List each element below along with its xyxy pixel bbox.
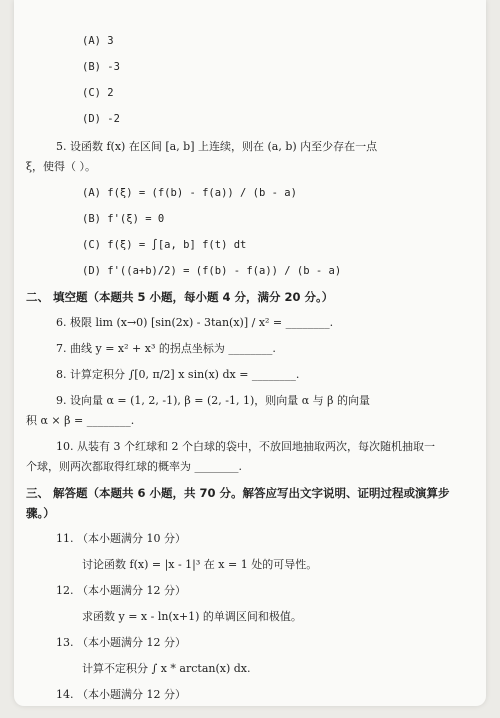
q14-header: 14. （本小题满分 12 分） — [56, 688, 186, 701]
section-3-heading-line2: 骤。） — [26, 506, 55, 520]
section-2-heading: 二、 填空题（本题共 5 小题，每小题 4 分，满分 20 分。） — [26, 290, 334, 304]
q4-option-b: (B) -3 — [82, 61, 120, 73]
q6-text: 6. 极限 lim (x→0) [sin(2x) - 3tan(x)] / x² = ________. — [56, 316, 334, 329]
q4-option-c: (C) 2 — [82, 87, 114, 99]
q4-option-d: (D) -2 — [82, 113, 120, 125]
q9-text-line1: 9. 设向量 α = (1, 2, -1), β = (2, -1, 1)，则向量 α 与 β 的向量 — [56, 394, 371, 407]
q5-option-d: (D) f'((a+b)/2) = (f(b) - f(a)) / (b - a) — [82, 265, 342, 277]
q5-stem-line1: 5. 设函数 f(x) 在区间 [a, b] 上连续，则在 (a, b) 内至少存在一点 — [56, 140, 378, 153]
q8-text: 8. 计算定积分 ∫[0, π/2] x sin(x) dx = ________. — [56, 368, 300, 381]
q5-option-a: (A) f(ξ) = (f(b) - f(a)) / (b - a) — [82, 187, 297, 199]
q11-header: 11. （本小题满分 10 分） — [56, 532, 186, 545]
q13-header: 13. （本小题满分 12 分） — [56, 636, 186, 649]
q10-text-line1: 10. 从装有 3 个红球和 2 个白球的袋中，不放回地抽取两次，每次随机抽取一 — [56, 440, 435, 453]
q5-stem-line2: ξ，使得（ ）。 — [26, 160, 97, 173]
q12-text: 求函数 y = x - ln(x+1) 的单调区间和极值。 — [82, 610, 302, 623]
q11-text: 讨论函数 f(x) = |x - 1|³ 在 x = 1 处的可导性。 — [82, 558, 318, 571]
q9-text-line2: 积 α × β = ________. — [26, 414, 135, 427]
q4-option-a: (A) 3 — [82, 35, 114, 47]
q10-text-line2: 个球，则两次都取得红球的概率为 ________. — [26, 460, 242, 473]
exam-page — [14, 0, 486, 706]
q7-text: 7. 曲线 y = x² + x³ 的拐点坐标为 ________. — [56, 342, 276, 355]
q5-option-b: (B) f'(ξ) = 0 — [82, 213, 165, 225]
section-3-heading-line1: 三、 解答题（本题共 6 小题，共 70 分。解答应写出文字说明、证明过程或演算步 — [26, 486, 450, 500]
q12-header: 12. （本小题满分 12 分） — [56, 584, 186, 597]
q13-text: 计算不定积分 ∫ x * arctan(x) dx. — [82, 662, 251, 675]
q5-option-c: (C) f(ξ) = ∫[a, b] f(t) dt — [82, 239, 247, 251]
